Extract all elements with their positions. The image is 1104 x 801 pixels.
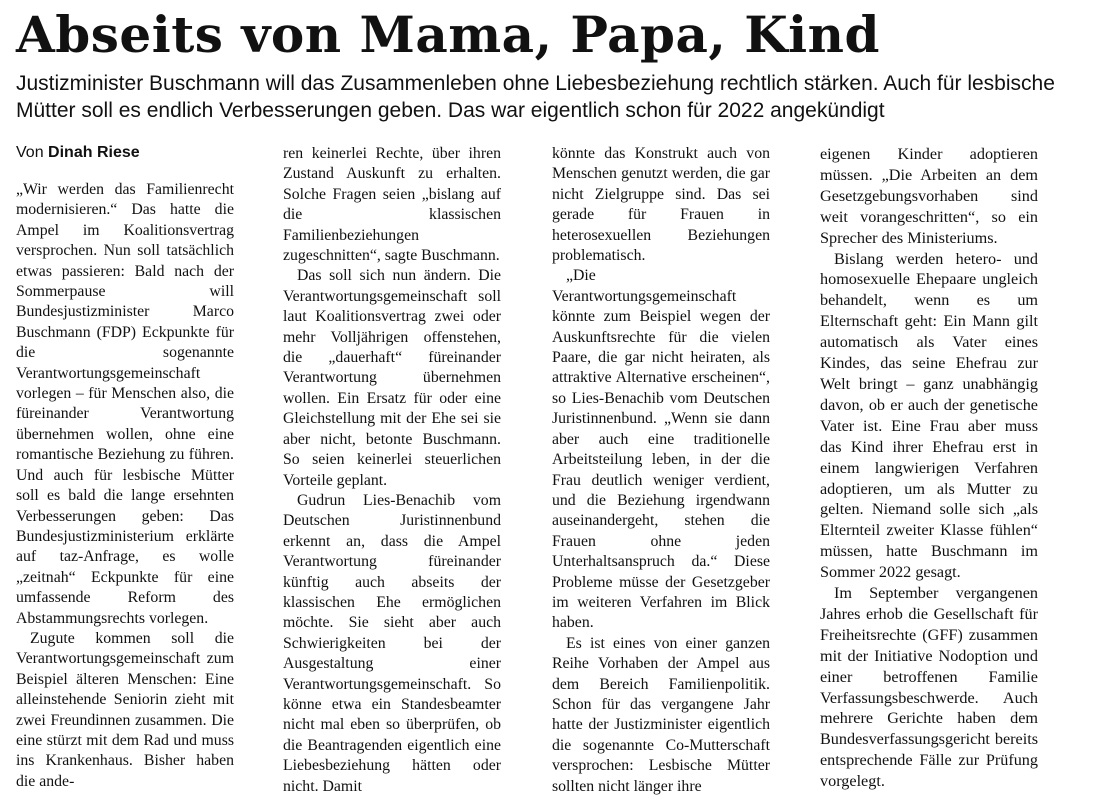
paragraph: ren keinerlei Rechte, über ihren Zustand Auskunft zu erhalten. Solche Fragen seien „bislang auf die klassischen Familienbeziehungen zugeschnitten“, sagte Buschmann.	[283, 145, 501, 265]
byline-prefix: Von	[16, 144, 44, 161]
paragraph: Gudrun Lies-Benachib vom Deutschen Juristinnenbund erkennt an, dass die Ampel Verantwortung füreinander künftig auch abseits der klassischen Ehe ermöglichen möchte. Sie sieht aber auch Schwierigkeiten bei der Ausgestaltung einer Verantwortungsgemeinschaft. So könne etwa ein Standesbeamter nicht mal eben so überprüfen, ob die Beantragenden eigentlich eine Liebesbeziehung hätten oder nicht. Damit	[283, 491, 501, 795]
paragraph: Im September vergangenen Jahres erhob die Gesellschaft für Freiheitsrechte (GFF) zusammen mit der Initiative Nodoption und einer betroffenen Familie Verfassungsbeschwerde. Auch mehrere Gerichte haben dem Bundesverfassungsgericht bereits entsprechende Fälle zur Prüfung vorgelegt.	[820, 584, 1038, 791]
byline-author: Dinah Riese	[48, 144, 140, 161]
paragraph: Bislang werden hetero- und homosexuelle Ehepaare ungleich behandelt, wenn es um Elternschaft geht: Ein Mann gilt automatisch als Vater eines Kindes, das seine Ehefrau zur Welt bringt – ganz unabhängig davon, ob er auch der genetische Vater ist. Eine Frau aber muss das Kind ihrer Ehefrau erst in einem langwierigen Verfahren adoptieren, um als Mutter zu gelten. Niemand solle sich „als Elternteil zweiter Klasse fühlen“ müssen, hatte Buschmann im Sommer 2022 gesagt.	[820, 249, 1038, 582]
article-column-1	[16, 180, 234, 792]
article-column-2	[283, 144, 501, 797]
paragraph: „Die Verantwortungsgemeinschaft könnte zum Beispiel wegen der Auskunftsrechte für die vielen Paare, die gar nicht heiraten, als attraktive Alternative erscheinen“, so Lies-Benachib vom Deutschen Juristinnenbund. „Wenn sie dann aber auch eine traditionelle Arbeitsteilung leben, in der die Frau deutlich weniger verdient, und die Beziehung irgendwann auseinandergeht, stehen die Frauen ohne jeden Unterhaltsanspruch da.“ Diese Probleme müsse der Gesetzgeber im weiteren Verfahren im Blick haben.	[552, 267, 770, 632]
paragraph: Es ist eines von einer ganzen Reihe Vorhaben der Ampel aus dem Bereich Familienpolitik. Schon für das vergangene Jahr hatte der Justizminister eigentlich die sogenannte Co-Mutterschaft versprochen: Lesbische Mütter sollten nicht länger ihre	[552, 634, 770, 795]
article-column-4	[820, 144, 1038, 792]
byline	[16, 142, 140, 164]
subheadline: Justizminister Buschmann will das Zusammenleben ohne Liebesbeziehung rechtlich stärken. Auch für lesbische Mütter soll es endlich Verbesserungen geben. Das war eigentlich schon für 2022 angekündigt	[16, 72, 1055, 122]
headline: Abseits von Mama, Papa, Kind	[16, 5, 880, 64]
paragraph: Zugute kommen soll die Verantwortungsgemeinschaft zum Beispiel älteren Menschen: Eine alleinstehende Seniorin zieht mit zwei Freundinnen zusammen. Die eine stürzt mit dem Rad und muss ins Krankenhaus. Bisher haben die ande-	[16, 629, 234, 790]
paragraph: Das soll sich nun ändern. Die Verantwortungsgemeinschaft soll laut Koalitionsvertrag zwei oder mehr Volljährigen offenstehen, die „dauerhaft“ füreinander Verantwortung übernehmen wollen. Ein Ersatz für oder eine Gleichstellung mit der Ehe sei sie aber nicht, betonte Buschmann. So seien keinerlei steuerlichen Vorteile geplant.	[283, 267, 501, 489]
paragraph: eigenen Kinder adoptieren müssen. „Die Arbeiten an dem Gesetzgebungsvorhaben sind weit vorangeschritten“, so ein Sprecher des Ministeriums.	[820, 145, 1038, 247]
article-column-3	[552, 144, 770, 797]
paragraph: „Wir werden das Familienrecht modernisieren.“ Das hatte die Ampel im Koalitionsvertrag versprochen. Nun soll tatsächlich etwas passieren: Bald nach der Sommerpause will Bundesjustizminister Marco Buschmann (FDP) Eckpunkte für die sogenannte Verantwortungsgemeinschaft vorlegen – für Menschen also, die füreinander Verantwortung übernehmen wollen, ohne eine romantische Beziehung zu führen. Und auch für lesbische Mütter soll es bald die lange ersehnten Verbesserungen geben: Das Bundesjustizministerium erklärte auf taz-Anfrage, es wolle „zeitnah“ Eckpunkte für eine umfassende Reform des Abstammungsrechts vorlegen.	[16, 181, 234, 627]
paragraph: könnte das Konstrukt auch von Menschen genutzt werden, die gar nicht Zielgruppe sind. Das sei gerade für Frauen in heterosexuellen Beziehungen problematisch.	[552, 145, 770, 265]
